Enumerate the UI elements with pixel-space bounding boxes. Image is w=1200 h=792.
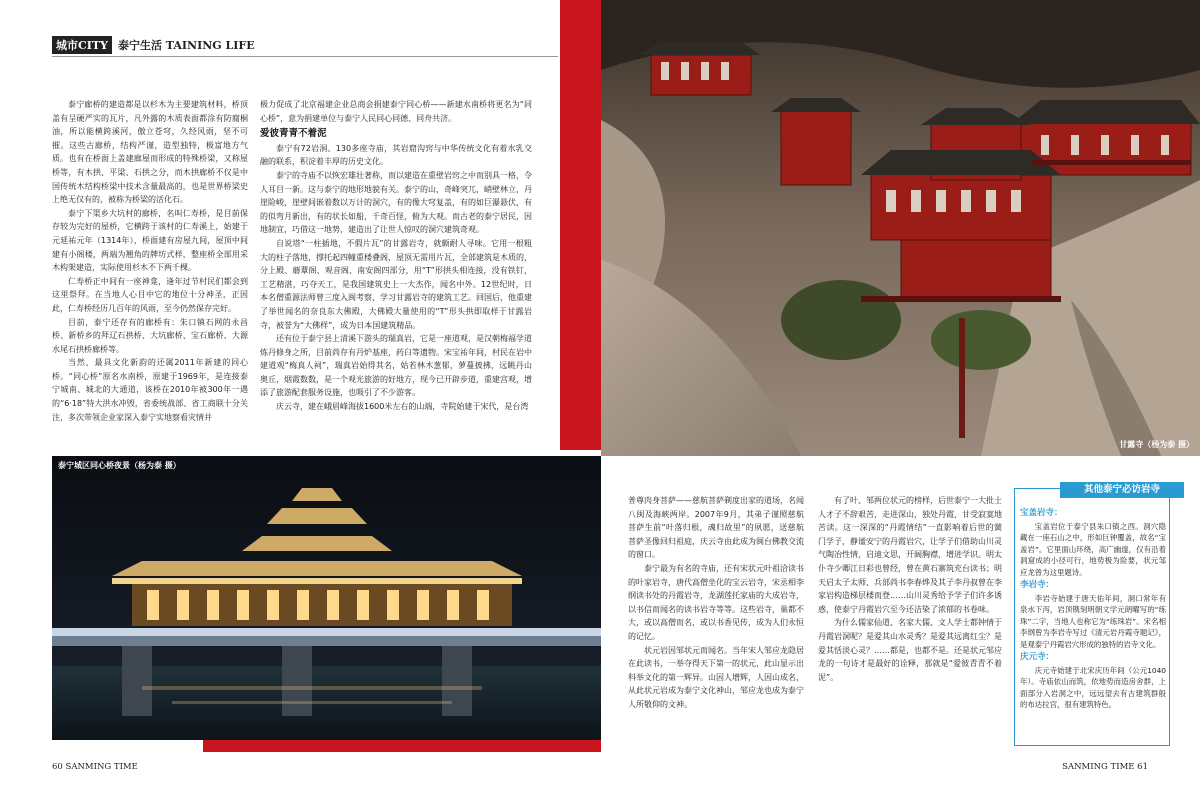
section-title: 泰宁生活 TAINING LIFE [117, 39, 255, 52]
section-header [52, 36, 255, 54]
red-accent-bar [203, 740, 601, 752]
paragraph: 为什么儒家仙道、名家大儒、文人学士都钟情于丹霞岩洞呢？是爱其山水灵秀？是爱其远离红尘？是爱其恬淡心灵？……都是，也都不是。还是状元邹应龙的一句诗才是最好的诠释，那就是“爱彼青青不着泥”。 [818, 618, 1002, 682]
temple-photo [601, 0, 1200, 456]
article-column-3 [628, 494, 804, 712]
section-tag: 城市CITY [52, 36, 112, 54]
sidebar-section-title: 庆元寺： [1020, 652, 1055, 662]
bridge-illustration [52, 456, 601, 740]
paragraph: 当然，最具文化新韵的还属2011年新建的同心桥。“同心桥”原名水南桥，原建于1969年，是连接泰宁城南、城北的大通道，该桥在2010年被300年一遇的“6·18”特大洪水冲毁，省委统战部、省工商联十分关注，多次带领企业家深入泰宁实地察看灾情并 [52, 358, 248, 422]
temple-illustration [601, 0, 1200, 456]
paragraph: 泰宁最为有名的寺庙，还有宋状元叶祖洽读书的叶家岩寺，唐代高僧坐化的宝云岩寺，宋丞相李纲读书处的丹霞岩寺，龙湖莲托家庙的大成岩寺，以书信而闻名的读书岩寺等等。这些岩寺，巢都不大，或以高僧而名，或以书香见传，成为人们永恒的记忆。 [628, 563, 804, 641]
article-column-4 [818, 494, 1002, 684]
paragraph: 泰宁有72岩洞、130多座寺庙，其岩窟沟窍与中华传统文化有着水乳交融的联系，积淀着丰厚的历史文化。 [260, 143, 532, 167]
bridge-photo [52, 456, 601, 740]
sidebar-section-title: 宝盖岩寺： [1020, 508, 1063, 518]
article-column-2 [260, 98, 532, 414]
paragraph: 仁寿桥正中间有一座神龛，逢年过节村民们都会到这里祭拜。在当地人心目中它的地位十分神圣，正因此，仁寿桥经历几百年的风雨，至今仍然保存完好。 [52, 276, 248, 313]
paragraph: 泰宁下渠乡大坑村的廊桥，名叫仁寿桥，是目前保存较为完好的屋桥，它横跨于该村的仁寿溪上，始建于元延祐元年（1314年），桥面建有房屋九间，屋顶中间建有小阁楼，两端为翘角的牌坊式样，整座桥全部用采木构架建造，实际使用杉木不下两千棵。 [52, 208, 248, 273]
sidebar-section-text: 李岩寺始建于唐天佑年间，洞口常年有泉水下泻，岩顶镌刻明朝文学元朗曜写的“练珠”二字，当地人也称它为“练珠岩”。宋名相李纲曾为李岩寺写过《清元岩丹霞寺题记》，是观泰宁丹霞岩穴形成的独特的岩寺文化。 [1020, 593, 1166, 649]
header-rule [52, 56, 558, 57]
red-accent-bar [560, 0, 601, 450]
sidebar-title: 其他泰宁必访岩寺 [1060, 482, 1184, 498]
sidebar-section-title: 李岩寺： [1020, 580, 1055, 590]
paragraph: 有了叶、邹两位状元的榜样，后世泰宁一大批士人才子不辞艰苦，走进深山，独处丹霞，甘受寂寞地苦读。这一深深的“丹霞情结”一直影响着后世的黉门学子，静谧安宁的丹霞岩穴，让学子们借助山川灵气陶冶性情，启迪文思，开阔胸襟，增进学识。明太仆寺少卿江日彩也曾经，曾在黄石寨筑充台读书；明天启太子太师、兵部尚书李春烨及其子李丹叔曾在李家岩构造梯层楼而登……山川灵秀给予学子们许多诱惑，使泰宁丹霞岩穴至今还洁染了浓郁的书卷味。 [818, 496, 1002, 614]
page-number-left: 60 SANMING TIME [52, 762, 138, 772]
page-number-right: SANMING TIME 61 [1062, 762, 1148, 772]
paragraph: 极力促成了北京福建企业总商会捐建泰宁同心桥——新建水南桥将更名为“同心桥”，意为捐建单位与泰宁人民同心同德、同舟共济。 [260, 100, 532, 123]
paragraph: 泰宁的寺庙不以恢宏雄壮著称，而以建造在重壁岩窍之中而别具一格，令人耳目一新。这与泰宁的地形地貌有关。泰宁的山，奇峰突兀，峭壁林立，丹崖险峻，崖壁间嵌着数以万计的洞穴，有的像大穹复盖，有的如巨瀑悬伏，有的似弯月新出，有的状长如船，千奇百怪，俯为大观。而古老的泰宁居民，因地制宜，巧借这一地势，建造出了让世人惊叹的洞穴建筑奇观。 [260, 170, 532, 235]
article-column-1 [52, 98, 248, 424]
paragraph: 目前，泰宁还存有的廊桥有：朱口镇石网的永昌桥、新桥乡的拜辽石拱桥、大坑廊桥、宝石廊桥、大源水尾石拱桥廊桥等。 [52, 317, 248, 354]
paragraph: 还有位于泰宁县上清溪下游头的瑞真岩，它是一座道观，是汉朝梅福学道炼丹修身之所，目前尚存有丹炉基座，药臼等遗物。宋宝祐年间，村民在岩中建道观“梅真人祠”，瑞真岩始得其名，姑若林木葱郁，萝蔓披拂，远眺丹山奥丘，烟霞数数，是一个观光旅游的好地方，现今已开辟步道，重建宫观，增添了旅游配套服务设施，也吸引了不少游客。 [260, 334, 532, 398]
sidebar-section-text: 庆元寺始建于北宋庆历年间（公元1040年）。寺庙依山而筑，依地势而造房舍群，上面部分入岩洞之中，远远望去有古建筑群般的布达拉宫，很有建筑特色。 [1020, 665, 1166, 709]
photo-caption: 甘露寺（杨为泰 摄） [1119, 440, 1194, 449]
paragraph: 状元岩因邹状元而闻名。当年宋人邹应龙隐居在此读书，一举夺得天下第一的状元，此山显示出科举文化的第一辉异。山因人增辉，人因山成名，从此状元岩成为泰宁文化神山，邹应龙也成为泰宁人所敬仰的文神。 [628, 645, 804, 709]
paragraph: 自说塔“一柱插地，不假片瓦”的甘露岩寺，就颇耐人寻味。它用一根粗大的柱子落地，撑托起四幢重楼叠阁，屋顶无需用片瓦，全部建筑是木质的，分上殿、蘑蕈阁、观音阁、南安阁四部分，用“T”形拱头相连接，没有铁钉，工艺精湛，巧夺天工，是我国建筑史上一大杰作，闻名中外。12世纪时，日本名僧重源法师曾三度入闽考察，学习甘露岩寺的建筑工艺。回国后，他重建了举世闻名的奈良东大佛殿，大佛殿大量使用的“T”形头拱即取样于甘露岩寺，被誉为“大佛样”，成为日本国建筑精品。 [260, 238, 532, 330]
sidebar-body [1020, 506, 1166, 711]
paragraph: 庆云寺，建在峨眉峰海拔1600米左右的山端，寺院始建于宋代，是台湾 [276, 402, 529, 412]
photo-caption: 泰宁城区同心桥夜景（杨为泰 摄） [58, 461, 181, 470]
sidebar-section-text: 宝盖岩位于泰宁县朱口镇之西。洞穴隐藏在一座石山之中，形如巨钟覆盖，故名“宝盖岩”。它里面山环绕，高广幽邃，仅有沿着洞窟成的小径可行，地势极为险要，状元邹应龙曾为这里题诗。 [1020, 521, 1166, 577]
paragraph: 泰宁廊桥的建造都是以杉木为主要建筑材料，桥顶盖有呈硬严实的瓦片，凡外露的木质表面都涂有防腐桐油，所以能横跨溪河，傲立苍穹，久经风雨，坚不可摧。这些古廊桥，结构严谨，造型独特，极富地方气质。也有在桥面上盖建廊屋而形成的特殊桥梁，又称屋桥等，有木拱、平梁、石拱之分，而木拱廊桥不仅是中国传统木结构桥梁中技术含量最高的，也是世界桥梁史上绝无仅有的，被称为桥梁的活化石。 [52, 100, 248, 205]
paragraph: 普尊肉身菩萨——慈航菩萨剃度出家的道场，名闻八闽及海峡两岸。2007年9月，其弟子谨照慈航菩萨生前“叶落归根，魂归故里”的夙愿，送慈航菩萨圣像回归祖庭，庆云寺由此成为闽台佛教交流的窗口。 [628, 496, 804, 560]
section-heading: 爱彼青青不着泥 [260, 128, 327, 140]
